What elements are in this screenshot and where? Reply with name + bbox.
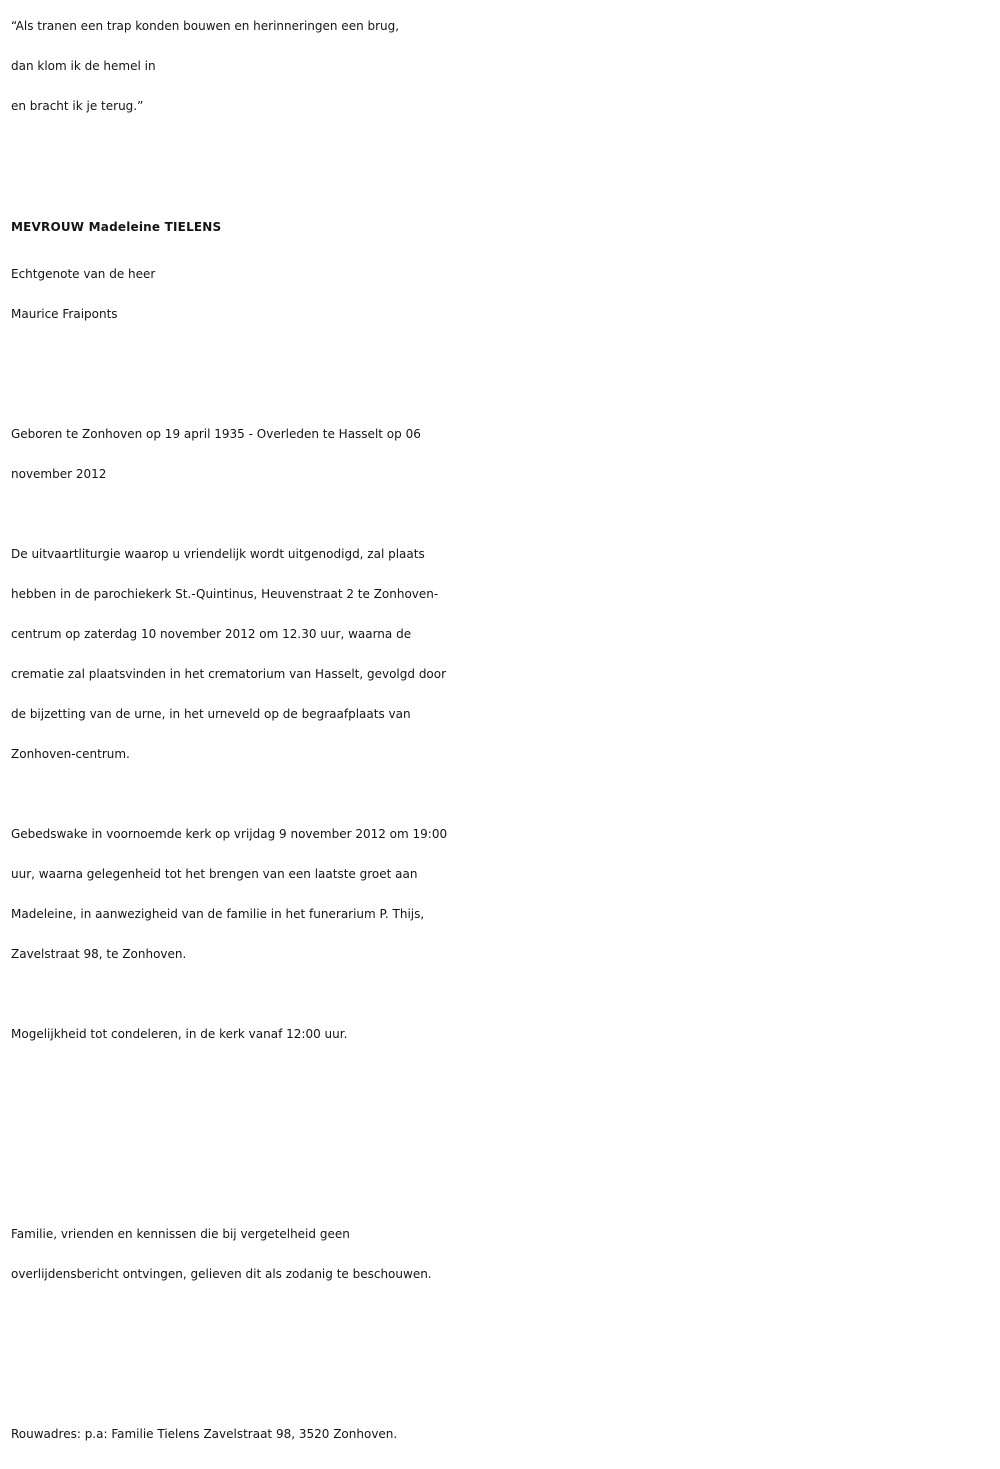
text-line: Geboren te Zonhoven op 19 april 1935 - Overleden te Hasselt op 06 bbox=[11, 427, 421, 441]
text-line: Mogelijkheid tot condeleren, in de kerk vanaf 12:00 uur. bbox=[11, 1027, 348, 1041]
text-line: Zavelstraat 98, te Zonhoven. bbox=[11, 947, 187, 961]
deceased-name: MEVROUW Madeleine TIELENS bbox=[11, 220, 222, 234]
mourning-address bbox=[11, 1414, 991, 1454]
text-line: hebben in de parochiekerk St.-Quintinus, Heuvenstraat 2 te Zonhoven- bbox=[11, 587, 439, 601]
text-line: de bijzetting van de urne, in het urneveld op de begraafplaats van bbox=[11, 707, 411, 721]
spouse-line: Echtgenote van de heer bbox=[11, 267, 156, 281]
poem-line: dan klom ik de hemel in bbox=[11, 59, 156, 73]
text-line: crematie zal plaatsvinden in het crematorium van Hasselt, gevolgd door bbox=[11, 667, 447, 681]
birth-death-paragraph bbox=[11, 414, 991, 494]
text-line: De uitvaartliturgie waarop u vriendelijk wordt uitgenodigd, zal plaats bbox=[11, 547, 425, 561]
deceased-header bbox=[11, 204, 991, 250]
text-line: Zonhoven-centrum. bbox=[11, 747, 130, 761]
notice-paragraph bbox=[11, 1214, 991, 1294]
poem-quote bbox=[11, 6, 991, 126]
text-line: Madeleine, in aanwezigheid van de familie in het funerarium P. Thijs, bbox=[11, 907, 425, 921]
poem-line: en bracht ik je terug.” bbox=[11, 99, 144, 113]
spouse-line: Maurice Fraiponts bbox=[11, 307, 118, 321]
spouse-info bbox=[11, 254, 991, 334]
condolence-paragraph bbox=[11, 1014, 991, 1054]
poem-line: “Als tranen een trap konden bouwen en herinneringen een brug, bbox=[11, 19, 400, 33]
text-line: uur, waarna gelegenheid tot het brengen van een laatste groet aan bbox=[11, 867, 418, 881]
text-line: Gebedswake in voornoemde kerk op vrijdag 9 november 2012 om 19:00 bbox=[11, 827, 448, 841]
text-line: overlijdensbericht ontvingen, gelieven dit als zodanig te beschouwen. bbox=[11, 1267, 432, 1281]
text-line: Rouwadres: p.a: Familie Tielens Zavelstraat 98, 3520 Zonhoven. bbox=[11, 1427, 398, 1441]
text-line: centrum op zaterdag 10 november 2012 om 12.30 uur, waarna de bbox=[11, 627, 412, 641]
funeral-paragraph bbox=[11, 534, 991, 774]
text-line: november 2012 bbox=[11, 467, 107, 481]
vigil-paragraph bbox=[11, 814, 991, 974]
text-line: Familie, vrienden en kennissen die bij vergetelheid geen bbox=[11, 1227, 350, 1241]
